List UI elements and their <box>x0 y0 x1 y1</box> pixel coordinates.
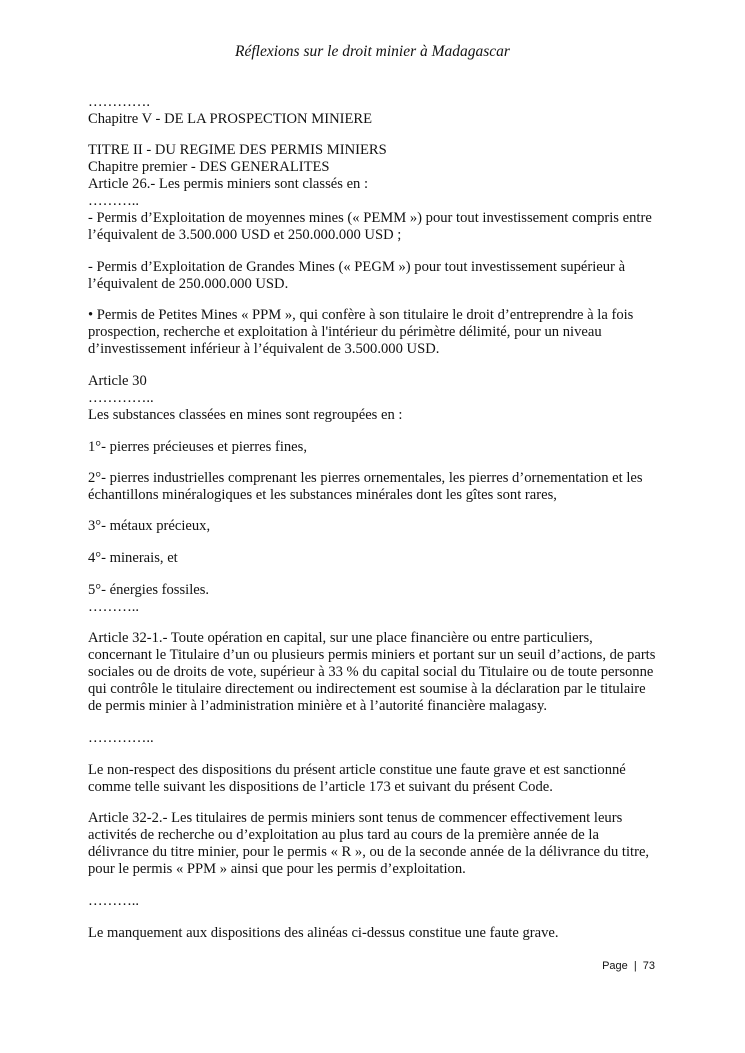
ellipsis: ……….. <box>88 893 140 909</box>
list-item: 3°- métaux précieux, <box>88 518 211 534</box>
document-body <box>88 94 660 942</box>
paragraph: - Permis d’Exploitation de moyennes mines (« PEMM ») pour tout investissement compris entre l’équivalent de 3.500.000 USD et 250.000.000 USD ; <box>88 210 652 243</box>
paragraph: Article 32-2.- Les titulaires de permis miniers sont tenus de commencer effectivement leurs activités de recherche ou d’exploitation au plus tard au cours de la première année de la délivrance du titre minier, pour le permis « R », ou de la seconde année de la délivrance du titre, pour le permis « PPM » ainsi que pour les permis d’exploitation. <box>88 810 650 877</box>
paragraph: • Permis de Petites Mines « PPM », qui confère à son titulaire le droit d’entreprendre à la fois prospection, recherche et exploitation à l'intérieur du périmètre délimité, pour un niveau d’investissement inférieur à l’équivalent de 3.500.000 USD. <box>88 307 634 357</box>
paragraph: Les substances classées en mines sont regroupées en : <box>88 407 403 423</box>
ellipsis: ……….. <box>88 193 140 209</box>
ellipsis: ………….. <box>88 730 154 746</box>
ellipsis: …………. <box>88 94 151 110</box>
paragraph: Article 32-1.- Toute opération en capital, sur une place financière ou entre particuliers, concernant le Titulaire d’un ou plusieurs permis miniers et portant sur un seuil d’actions, de parts sociales ou de droits de vote, supérieur à 33 % du capital social du Titulaire ou de toute personne qui contrôle le titulaire directement ou indirectement est soumise à la déclaration par le titulaire de permis minier à l’administration minière et à l’autorité financière malagasy. <box>88 630 656 714</box>
list-item: 5°- énergies fossiles. <box>88 582 210 598</box>
article-heading: Article 26.- Les permis miniers sont classés en : <box>88 176 369 192</box>
ellipsis: ……….. <box>88 599 140 615</box>
title-heading: TITRE II - DU REGIME DES PERMIS MINIERS <box>88 142 387 158</box>
page-number: 73 <box>642 960 655 972</box>
chapter-heading: Chapitre V - DE LA PROSPECTION MINIERE <box>88 111 373 127</box>
list-item: 1°- pierres précieuses et pierres fines, <box>88 439 307 455</box>
running-header: Réflexions sur le droit minier à Madagascar <box>235 43 510 60</box>
ellipsis: ………….. <box>88 390 154 406</box>
list-item: 4°- minerais, et <box>88 550 178 566</box>
paragraph: - Permis d’Exploitation de Grandes Mines (« PEGM ») pour tout investissement supérieur à l’équivalent de 250.000.000 USD. <box>88 259 626 292</box>
page-separator: | <box>633 960 637 972</box>
article-heading: Article 30 <box>88 373 147 389</box>
paragraph: Le non-respect des dispositions du présent article constitue une faute grave et est sanctionné comme telle suivant les dispositions de l’article 173 et suivant du présent Code. <box>88 762 626 795</box>
list-item: 2°- pierres industrielles comprenant les pierres ornementales, les pierres d’ornementation et les échantillons minéralogiques et les substances minérales dont les gîtes sont rares, <box>88 470 643 503</box>
paragraph: Le manquement aux dispositions des alinéas ci-dessus constitue une faute grave. <box>88 925 559 941</box>
page-footer <box>0 960 655 972</box>
page-label: Page <box>602 960 628 972</box>
chapter-heading: Chapitre premier - DES GENERALITES <box>88 159 330 175</box>
